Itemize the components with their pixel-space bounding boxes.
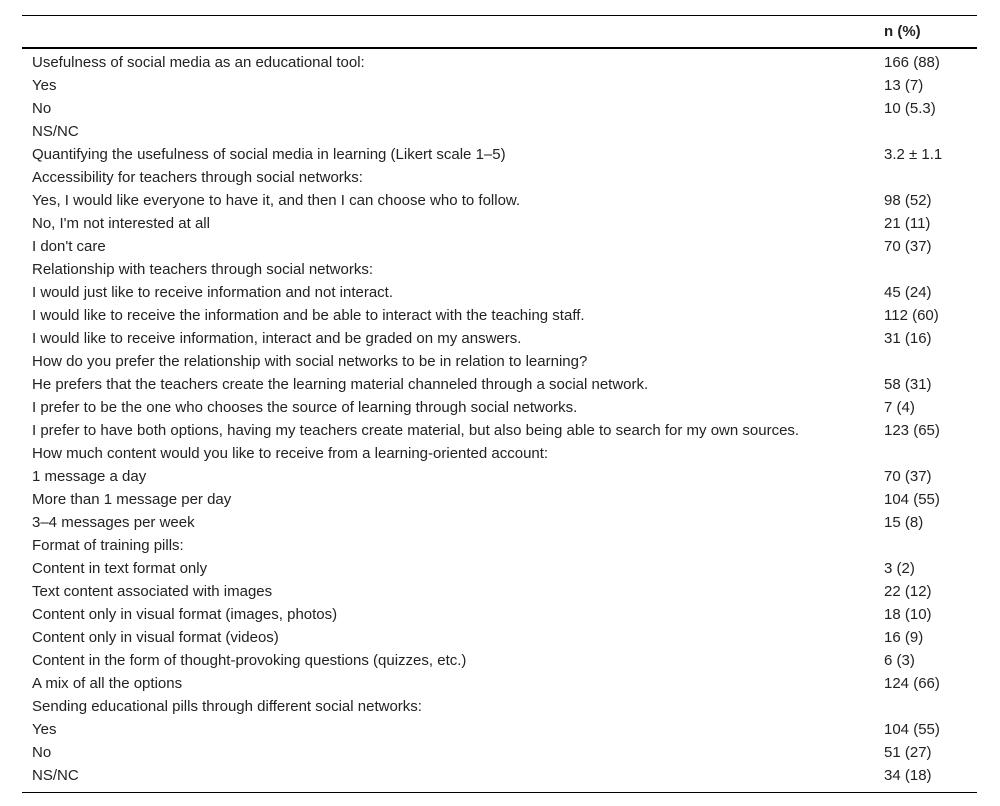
table-row [22,695,977,718]
table-row [22,672,977,695]
row-label-cell: Sending educational pills through different social networks: [32,698,422,715]
row-label-cell: 3–4 messages per week [32,514,195,531]
row-label-cell: I don't care [32,238,106,255]
row-value-cell [884,166,977,189]
row-value-cell: 6 (3) [884,652,915,669]
table-row [22,74,977,97]
row-value-cell: 15 (8) [884,514,924,531]
row-value-cell: 31 (16) [884,330,932,347]
row-value-cell [884,534,977,557]
table-row [22,350,977,373]
table-row [22,534,977,557]
table-row [22,557,977,580]
table-row [22,212,977,235]
table-bottom-rule [22,792,977,793]
row-label-cell: No [32,100,52,117]
table-row [22,465,977,488]
table-row [22,718,977,741]
table-row [22,649,977,672]
table-row [22,488,977,511]
row-value-cell: 3 (2) [884,560,915,577]
row-label-cell: Usefulness of social media as an educational tool: [32,54,365,71]
row-value-cell: 18 (10) [884,606,932,623]
row-value-cell: 22 (12) [884,583,932,600]
row-value-cell [884,258,977,281]
row-label-cell: Accessibility for teachers through social networks: [32,169,363,186]
table-row [22,580,977,603]
row-label-cell: NS/NC [32,123,79,140]
survey-results-table [22,15,977,787]
row-label-cell: No, I'm not interested at all [32,215,210,232]
row-value-cell: 10 (5.3) [884,100,936,117]
table-row [22,143,977,166]
table-body [22,48,977,787]
row-value-cell: 124 (66) [884,675,940,692]
survey-results-table-container [22,15,977,793]
row-value-cell: 104 (55) [884,721,940,738]
table-row [22,120,977,143]
row-value-cell: 7 (4) [884,399,915,416]
row-value-cell: 34 (18) [884,767,932,784]
row-label-cell: Yes [32,77,57,94]
row-label-cell: No [32,744,52,761]
row-label-cell: Content only in visual format (images, photos) [32,606,338,623]
row-value-cell: 58 (31) [884,376,932,393]
table-row [22,48,977,74]
row-label-cell: More than 1 message per day [32,491,232,508]
row-label-cell: Content in text format only [32,560,208,577]
row-label-cell: How much content would you like to receive from a learning-oriented account: [32,445,549,462]
table-row [22,327,977,350]
row-label-cell: Text content associated with images [32,583,273,600]
row-label-cell: I would like to receive information, interact and be graded on my answers. [32,330,522,347]
row-label-cell: Format of training pills: [32,537,184,554]
row-value-cell: 13 (7) [884,77,924,94]
table-row [22,396,977,419]
table-row [22,626,977,649]
row-label-cell: I prefer to have both options, having my teachers create material, but also being able to search for my own sources. [32,422,800,439]
row-value-cell [884,120,977,143]
table-row [22,258,977,281]
row-value-cell: 123 (65) [884,422,940,439]
row-label-cell: I would just like to receive information and not interact. [32,284,394,301]
table-row [22,764,977,787]
row-value-cell: 166 (88) [884,54,940,71]
row-label-cell: A mix of all the options [32,675,183,692]
row-label-cell: NS/NC [32,767,79,784]
table-row [22,603,977,626]
table-row [22,511,977,534]
row-label-cell: 1 message a day [32,468,147,485]
table-row [22,741,977,764]
table-row [22,281,977,304]
row-value-cell: 45 (24) [884,284,932,301]
row-label-cell: Quantifying the usefulness of social media in learning (Likert scale 1–5) [32,146,506,163]
row-value-cell [884,695,977,718]
row-value-cell [884,442,977,465]
row-label-cell: Yes, I would like everyone to have it, and then I can choose who to follow. [32,192,521,209]
header-label-cell [22,16,884,49]
table-row [22,373,977,396]
row-label-cell: Relationship with teachers through social networks: [32,261,374,278]
row-label-cell: How do you prefer the relationship with social networks to be in relation to learning? [32,353,588,370]
table-header-row [22,16,977,49]
row-value-cell: 70 (37) [884,468,932,485]
row-value-cell: 70 (37) [884,238,932,255]
row-value-cell: 98 (52) [884,192,932,209]
row-value-cell: 16 (9) [884,629,924,646]
row-value-cell [884,350,977,373]
table-row [22,442,977,465]
table-row [22,419,977,442]
table-row [22,97,977,120]
row-value-cell: 112 (60) [884,307,939,324]
table-row [22,304,977,327]
header-value-cell: n (%) [884,23,921,40]
row-value-cell: 51 (27) [884,744,932,761]
row-label-cell: Yes [32,721,57,738]
row-label-cell: Content in the form of thought-provoking questions (quizzes, etc.) [32,652,467,669]
table-row [22,189,977,212]
row-value-cell: 104 (55) [884,491,940,508]
row-value-cell: 3.2 ± 1.1 [884,146,943,163]
row-label-cell: I would like to receive the information and be able to interact with the teaching staff. [32,307,585,324]
row-label-cell: He prefers that the teachers create the learning material channeled through a social network. [32,376,649,393]
row-label-cell: Content only in visual format (videos) [32,629,279,646]
table-row [22,166,977,189]
table-header [22,16,977,49]
row-value-cell: 21 (11) [884,215,931,232]
table-row [22,235,977,258]
row-label-cell: I prefer to be the one who chooses the source of learning through social networks. [32,399,578,416]
